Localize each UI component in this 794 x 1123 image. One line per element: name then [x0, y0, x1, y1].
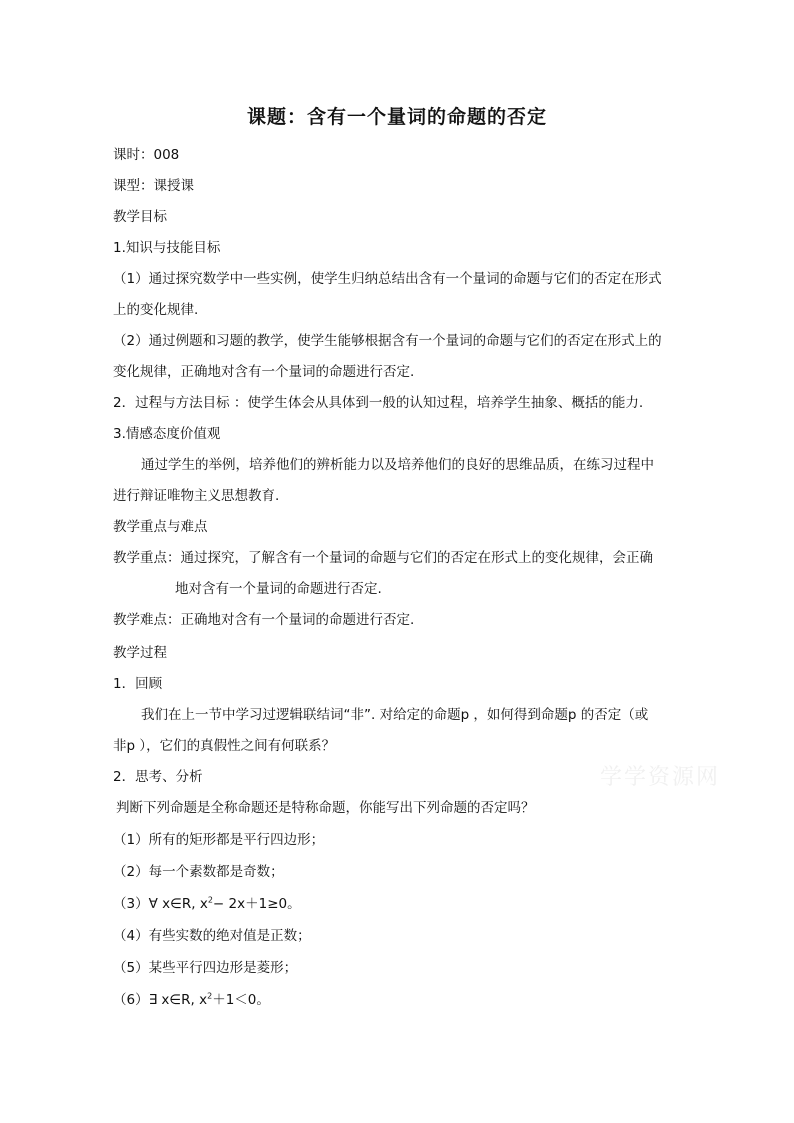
paragraph-line: 进行辩证唯物主义思想教育.: [113, 488, 280, 504]
lesson-period: 课时：008: [113, 147, 180, 163]
exponent: 2: [207, 991, 213, 1001]
lesson-type: 课型：课授课: [113, 178, 194, 194]
objective-3-heading: 3.情感态度价值观: [113, 426, 221, 442]
math-text: （3）∀ x∈R, x: [113, 896, 208, 912]
paragraph-line: 我们在上一节中学习过逻辑联结词“非”. 对给定的命题p ，如何得到命题p 的否定（或: [141, 707, 649, 723]
list-item: （5）某些平行四边形是菱形；: [113, 960, 298, 976]
step-1-heading: 1．回顾: [113, 676, 163, 692]
list-item: （1）所有的矩形都是平行四边形；: [113, 832, 325, 848]
math-text: − 2x＋1≥0。: [212, 896, 301, 912]
paragraph-line: 通过学生的举例，培养他们的辨析能力以及培养他们的良好的思维品质，在练习过程中: [141, 457, 654, 473]
section-heading-process: 教学过程: [113, 645, 167, 661]
exponent: 2: [207, 895, 213, 905]
objective-2-heading: 2．过程与方法目标 ：使学生体会从具体到一般的认知过程，培养学生抽象、概括的能力.: [113, 395, 644, 411]
paragraph-line: 变化规律，正确地对含有一个量词的命题进行否定.: [113, 364, 415, 380]
list-item: [113, 894, 683, 914]
difficulty-line: 教学难点：正确地对含有一个量词的命题进行否定.: [113, 612, 415, 628]
list-item: （4）有些实数的绝对值是正数；: [113, 928, 311, 944]
watermark: 学学资源网: [600, 765, 721, 790]
paragraph-line: （1）通过探究数学中一些实例，使学生归纳总结出含有一个量词的命题与它们的否定在形式: [113, 271, 662, 287]
step-2-heading: 2．思考、分析: [113, 769, 203, 785]
question-prompt: 判断下列命题是全称命题还是特称命题，你能写出下列命题的否定吗？: [116, 800, 535, 816]
paragraph-line: 非p ），它们的真假性之间有何联系？: [113, 738, 336, 754]
objective-1-heading: 1.知识与技能目标: [113, 240, 221, 256]
key-point-line: 教学重点：通过探究，了解含有一个量词的命题与它们的否定在形式上的变化规律，会正确: [113, 550, 653, 566]
page-title: 课题：含有一个量词的命题的否定: [246, 106, 547, 128]
list-item: （2）每一个素数都是奇数；: [113, 864, 284, 880]
paragraph-line: 上的变化规律.: [113, 302, 199, 318]
section-heading-key-points: 教学重点与难点: [113, 519, 208, 535]
paragraph-line: （2）通过例题和习题的教学，使学生能够根据含有一个量词的命题与它们的否定在形式上的: [113, 333, 662, 349]
key-point-line: 地对含有一个量词的命题进行否定.: [175, 581, 382, 597]
math-text: ＋1＜0。: [212, 992, 270, 1008]
list-item: [113, 990, 683, 1010]
math-text: （6）∃ x∈R, x: [113, 992, 208, 1008]
section-heading-objectives: 教学目标: [113, 209, 167, 225]
